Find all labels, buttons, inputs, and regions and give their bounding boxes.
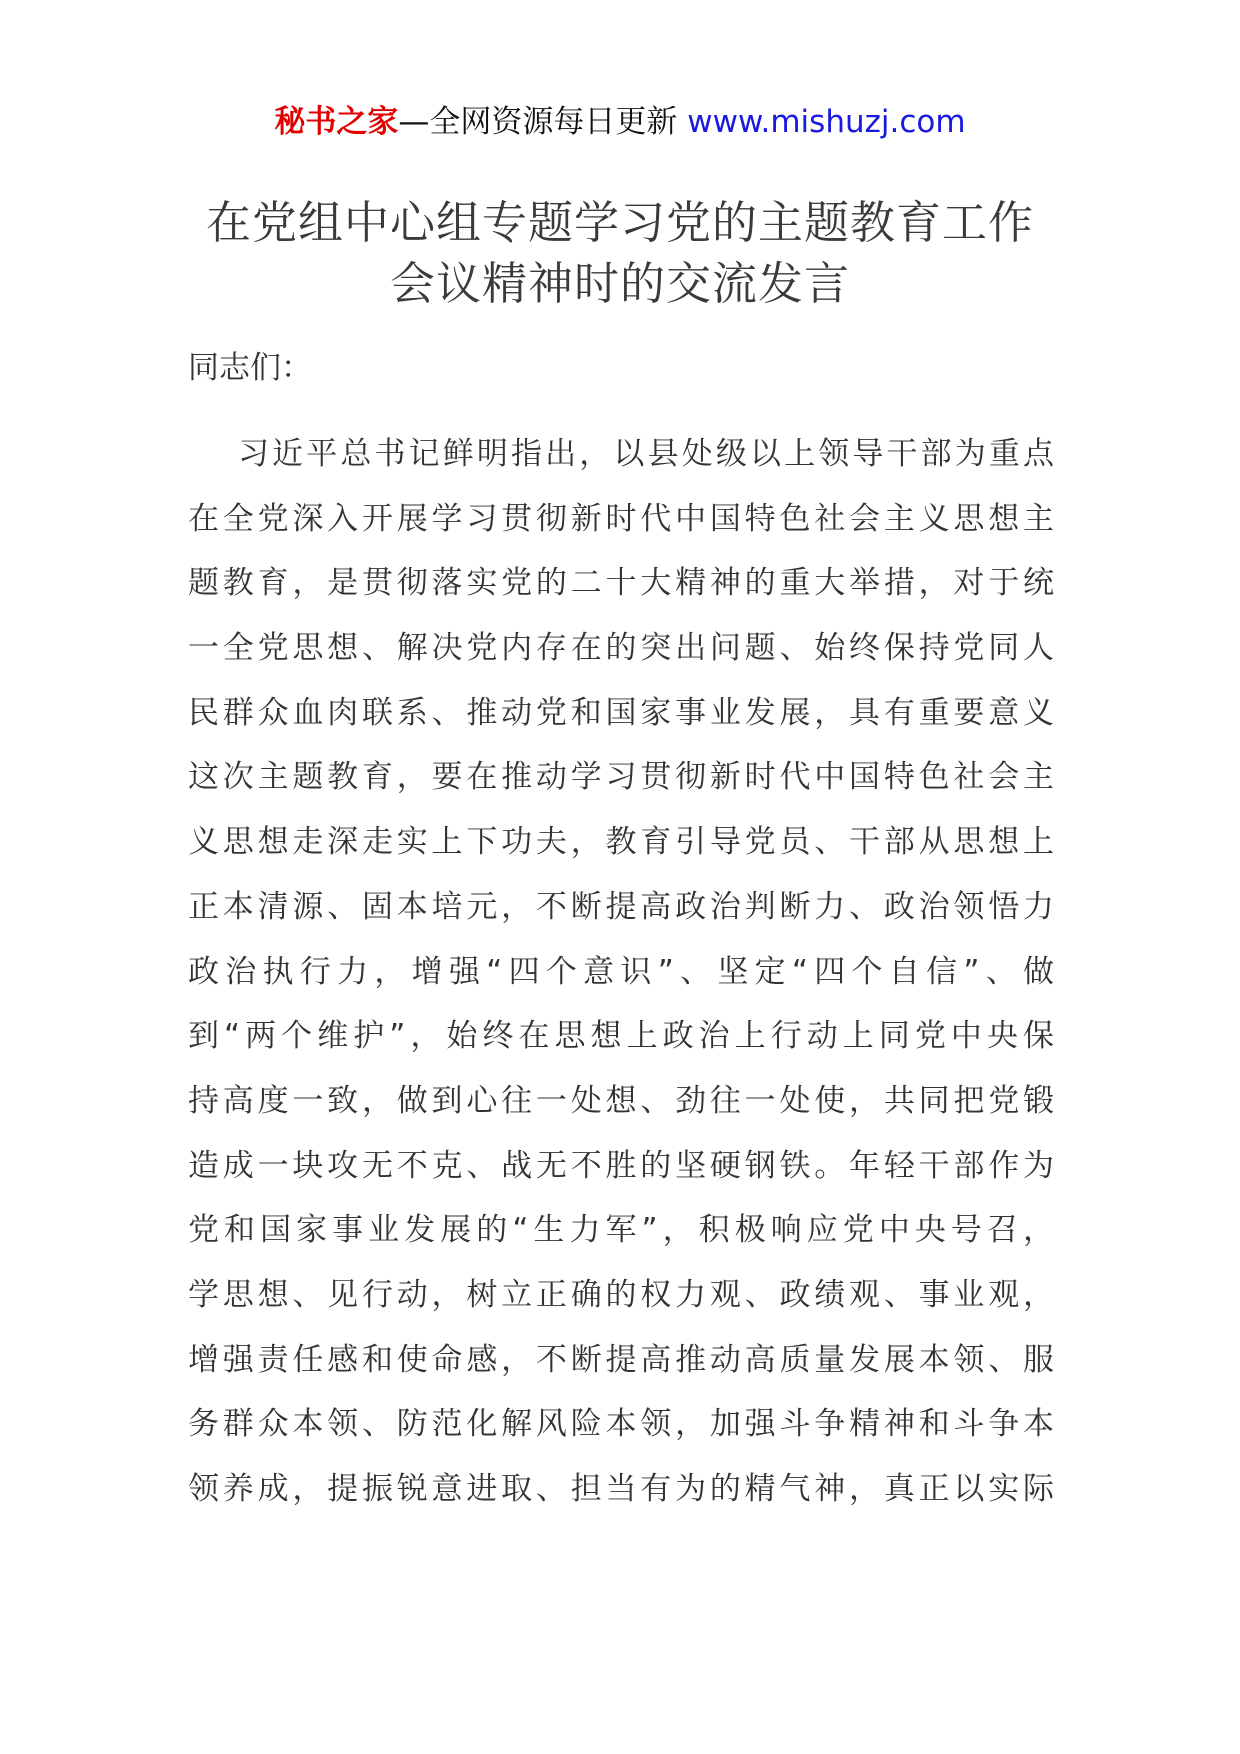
body-line: 领养成，提振锐意进取、担当有为的精气神，真正以实际 <box>188 1471 1054 1507</box>
site-url-link[interactable]: www.mishuzj.com <box>687 104 966 140</box>
body-line: 到“两个维护”，始终在思想上政治上行动上同党中央保 <box>188 1018 1054 1055</box>
document-title-line-2: 会议精神时的交流发言 <box>389 257 850 310</box>
body-line: 习近平总书记鲜明指出，以县处级以上领导干部为重点 <box>238 436 1054 472</box>
body-line: 增强责任感和使命感，不断提高推动高质量发展本领、服 <box>188 1341 1054 1378</box>
site-header <box>0 100 1240 144</box>
body-line: 义思想走深走实上下功夫，教育引导党员、干部从思想上 <box>188 824 1054 861</box>
brand-name: 秘书之家 <box>274 104 399 140</box>
document-title <box>180 192 1060 314</box>
site-tagline: —全网资源每日更新 <box>398 104 678 140</box>
body-line: 这次主题教育，要在推动学习贯彻新时代中国特色社会主 <box>188 759 1054 796</box>
body-line: 民群众血肉联系、推动党和国家事业发展，具有重要意义 <box>188 694 1054 731</box>
body-line: 党和国家事业发展的“生力军”，积极响应党中央号召， <box>188 1212 1054 1249</box>
body-line: 正本清源、固本培元，不断提高政治判断力、政治领悟力 <box>188 888 1054 925</box>
body-line: 造成一块攻无不克、战无不胜的坚硬钢铁。年轻干部作为 <box>188 1147 1054 1184</box>
salutation: 同志们： <box>188 350 312 386</box>
body-line: 学思想、见行动，树立正确的权力观、政绩观、事业观， <box>188 1276 1054 1313</box>
document-title-line-1: 在党组中心组专题学习党的主题教育工作 <box>205 196 1034 249</box>
body-line: 持高度一致，做到心往一处想、劲往一处使，共同把党锻 <box>188 1082 1054 1119</box>
body-line: 题教育，是贯彻落实党的二十大精神的重大举措，对于统 <box>188 565 1054 602</box>
body-line: 在全党深入开展学习贯彻新时代中国特色社会主义思想主 <box>188 500 1054 537</box>
body-line: 一全党思想、解决党内存在的突出问题、始终保持党同人 <box>188 630 1054 667</box>
body-paragraph <box>188 422 1054 1522</box>
body-line: 务群众本领、防范化解风险本领，加强斗争精神和斗争本 <box>188 1406 1054 1443</box>
body-line: 政治执行力，增强“四个意识”、坚定“四个自信”、做 <box>188 953 1054 990</box>
